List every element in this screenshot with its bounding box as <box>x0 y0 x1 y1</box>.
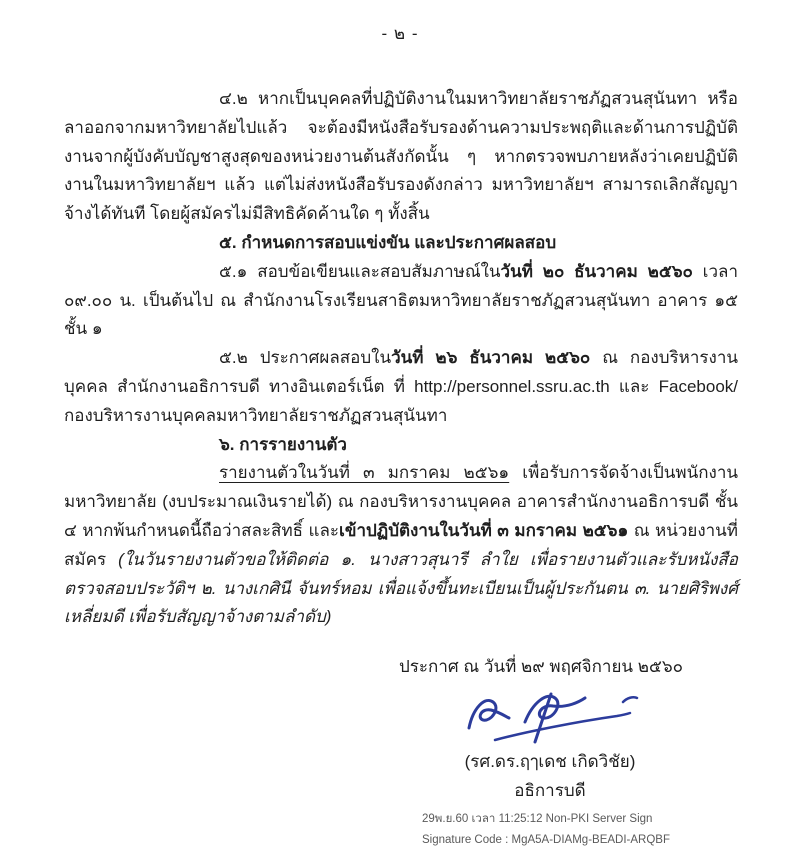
signature-stroke-1 <box>469 700 509 728</box>
document-body <box>0 85 800 851</box>
clause-6-report-date-underlined: รายงานตัวในวันที่ ๓ มกราคม ๒๕๖๑ <box>219 463 510 483</box>
page-number: - ๒ - <box>381 24 419 43</box>
stamp-timestamp-line: 29พ.ย.60 เวลา 11:25:12 Non-PKI Server Sign <box>422 812 653 825</box>
clause-5-2-text-after: ณ กองบริหารงานบุคคล สำนักงานอธิการบดี ทางอินเตอร์เน็ต ที่ http://personnel.ssru.ac.th และ Facebook/กองบริหารงานบุคคลมหาวิทยาลัยราชภัฏสวนสุนันทา <box>64 348 738 425</box>
clause-6-contact-note: (ในวันรายงานตัวขอให้ติดต่อ ๑. นางสาวสุนารี ลำใย เพื่อรายงานตัวและรับหนังสือตรวจสอบประวัติฯ ๒. นางเกศินี จันทร์หอม เพื่อแจ้งขึ้นทะเบียนเป็นผู้ประกันตน ๓. นายศิริพงศ์ เหลี่ยมดี เพื่อรับสัญญาจ้างตามลำดับ) <box>64 549 738 627</box>
signatory-name: (รศ.ดร.ฤๅเดช เกิดวิชัย) <box>464 751 636 771</box>
clause-6-text-2: ณ หน่วยงานที่สมัคร <box>64 520 739 569</box>
clause-5-2-text: ๕.๒ ประกาศผลสอบใน <box>219 348 392 368</box>
signature-stroke-5 <box>623 697 637 702</box>
announcement-date-line: ประกาศ ณ วันที่ ๒๙ พฤศจิกายน ๒๕๖๐ <box>399 657 684 677</box>
clause-5-2 <box>64 344 738 430</box>
signature-stroke-4 <box>495 713 630 740</box>
clause-6-text: เพื่อรับการจัดจ้างเป็นพนักงานมหาวิทยาลัย (งบประมาณเงินรายได้) ณ กองบริหารงานบุคคล อาคารสำนักงานอธิการบดี ชั้น ๔ หากพ้นกำหนดนี้ถือว่าสละสิทธิ์ และ <box>64 463 738 540</box>
clause-5-1-text: ๕.๑ สอบข้อเขียนและสอบสัมภาษณ์ใน <box>219 261 501 281</box>
clause-5-1-exam-date: วันที่ ๒๐ ธันวาคม ๒๕๖๐ <box>500 261 693 281</box>
section-5-heading: ๕. กำหนดการสอบแข่งขัน และประกาศผลสอบ <box>219 232 557 252</box>
clause-6-start-date: เข้าปฏิบัติงานในวันที่ ๓ มกราคม ๒๕๖๑ <box>339 520 629 540</box>
section-6-heading: ๖. การรายงานตัว <box>219 434 347 454</box>
signature-block <box>416 688 684 851</box>
clause-5-2-result-date: วันที่ ๒๖ ธันวาคม ๒๕๖๐ <box>391 348 591 368</box>
clause-5-1 <box>64 258 738 344</box>
signature-ink-image <box>455 688 645 750</box>
clause-4-2: ๔.๒ หากเป็นบุคคลที่ปฏิบัติงานในมหาวิทยาลัยราชภัฏสวนสุนันทา หรือลาออกจากมหาวิทยาลัยไปแล้ว จะต้องมีหนังสือรับรองด้านความประพฤติและด้านการปฏิบัติงานจากผู้บังคับบัญชาสูงสุดของหน่วยงานต้นสังกัดนั้น ๆ หากตรวจพบภายหลังว่าเคยปฏิบัติงานในมหาวิทยาลัยฯ แล้ว แต่ไม่ส่งหนังสือรับรองดังกล่าว มหาวิทยาลัยฯ สามารถเลิกสัญญาจ้างได้ทันที โดยผู้สมัครไม่มีสิทธิคัดค้านใด ๆ ทั้งสิ้น <box>64 89 738 224</box>
signature-stroke-2 <box>525 696 585 722</box>
clause-6 <box>64 459 738 632</box>
digital-signature-stamp <box>416 809 684 851</box>
signatory-title: อธิการบดี <box>514 780 586 800</box>
stamp-signature-code-line: Signature Code : MgA5A-DIAMg-BEADI-ARQBF <box>422 833 670 846</box>
clause-5-1-text-after: เวลา ๐๙.๐๐ น. เป็นต้นไป ณ สำนักงานโรงเรียนสาธิตมหาวิทยาลัยราชภัฏสวนสุนันทา อาคาร ๑๕ ชั้น ๑ <box>64 261 738 339</box>
